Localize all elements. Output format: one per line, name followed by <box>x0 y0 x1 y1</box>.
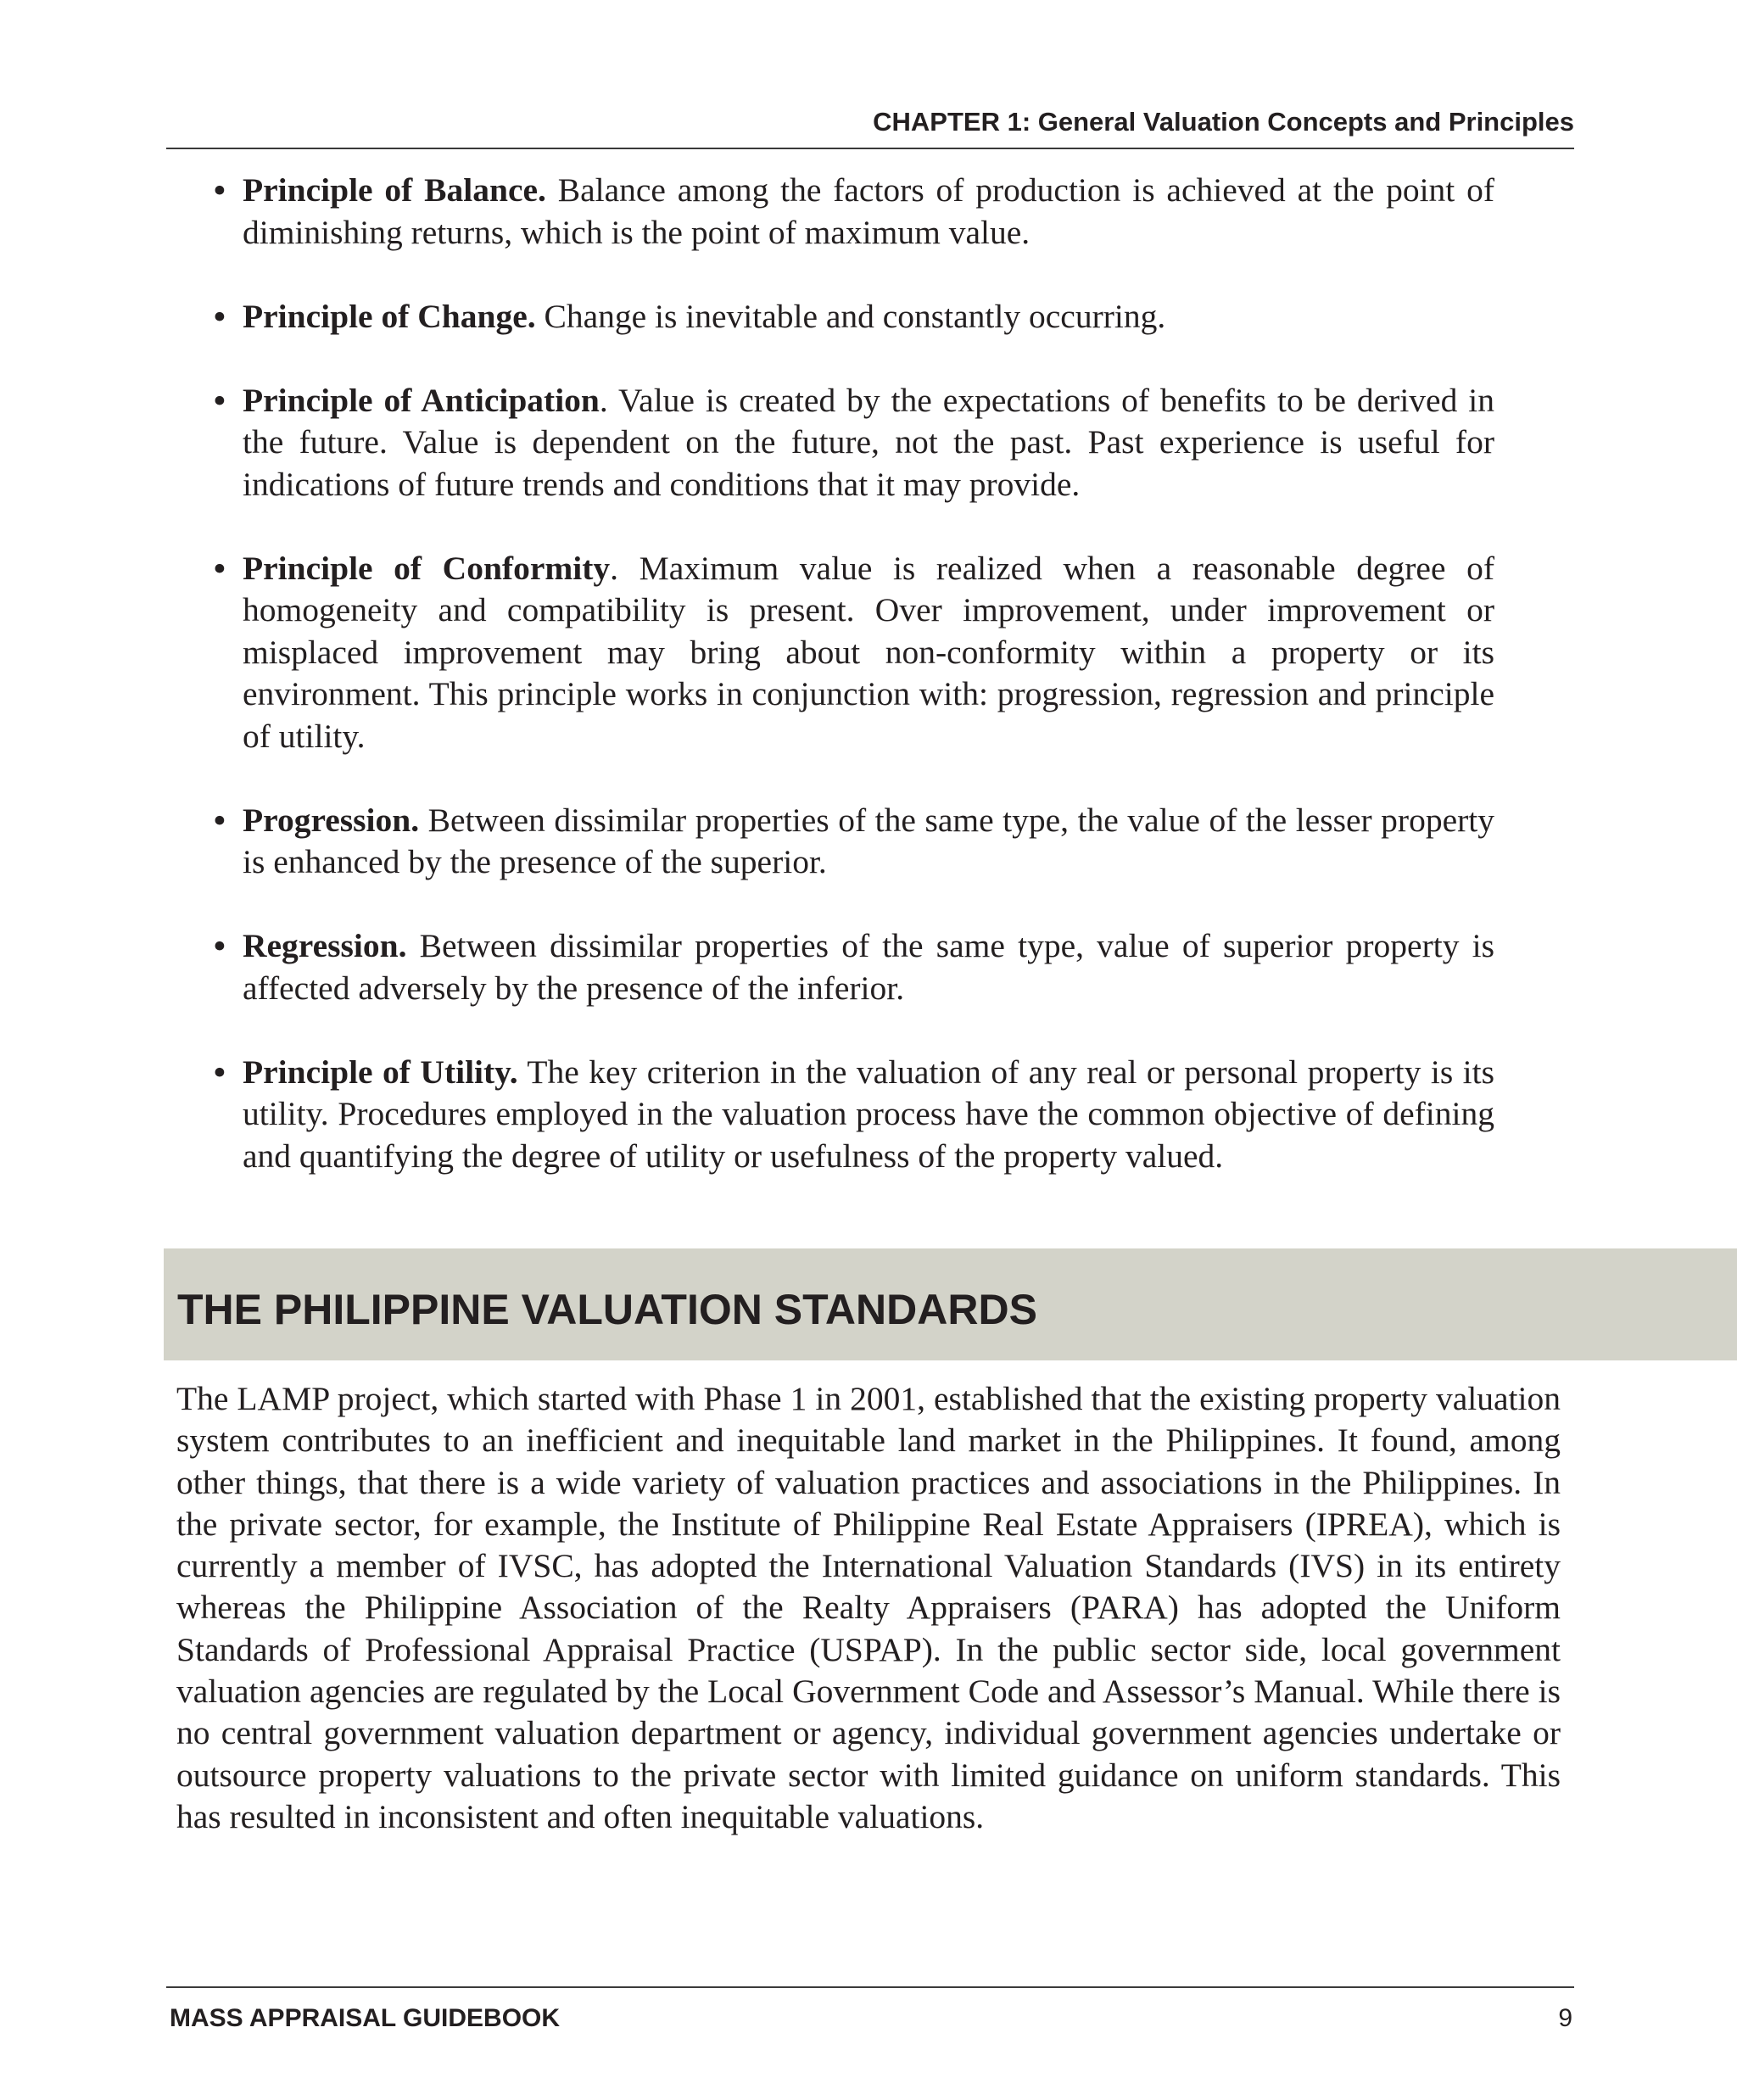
principle-anticipation <box>212 380 1494 506</box>
section-title: THE PHILIPPINE VALUATION STANDARDS <box>177 1286 1037 1333</box>
bullet-icon: • <box>214 801 226 839</box>
bullet-icon: • <box>214 171 226 209</box>
section-paragraph: The LAMP project, which started with Phase 1 in 2001, established that the existing property valuation system contributes to an inefficient and inequitable land market in the Philippines. It found, among other things, that there is a wide variety of valuation practices and associations in the Philippines. In the private sector, for example, the Institute of Philippine Real Estate Appraisers (IPREA), which is currently a member of IVSC, has adopted the International Valuation Standards (IVS) in its entirety whereas the Philippine Association of the Realty Appraisers (PARA) has adopted the Uniform Standards of Professional Appraisal Practice (USPAP). In the public sector side, local government valuation agencies are regulated by the Local Government Code and Assessor’s Manual. While there is no central government valuation department or agency, individual government agencies undertake or outsource property valuations to the private sector with limited guidance on uniform standards. This has resulted in inconsistent and often inequitable valuations. <box>176 1380 1561 1835</box>
principle-change <box>212 296 1494 338</box>
section-heading-band <box>164 1248 1737 1360</box>
principle-progression <box>212 800 1494 884</box>
principle-term: Principle of Utility. <box>243 1053 518 1091</box>
bullet-icon: • <box>214 549 226 587</box>
principle-term: Principle of Anticipation <box>243 381 600 419</box>
bullet-icon: • <box>214 381 226 419</box>
principles-list <box>212 170 1494 1220</box>
page-footer <box>166 1986 1574 2046</box>
principle-description: Between dissimilar properties of the same type, the value of the lesser property is enhanced by the presence of the superior. <box>243 801 1494 880</box>
running-header <box>166 103 1574 149</box>
principle-balance <box>212 170 1494 254</box>
principle-description: . Maximum value is realized when a reasonable degree of homogeneity and compatibility is present. Over improvement, under improvement or misplaced improvement may bring about non-conformity within a property or its environment. This principle works in conjunction with: progression, regression and principle of utility. <box>243 549 1494 755</box>
principle-description: The key criterion in the valuation of any real or personal property is its utility. Procedures employed in the valuation process have the common objective of defining and quantifying the degree of utility or usefulness of the property valued. <box>243 1053 1494 1175</box>
principle-description: Balance among the factors of production is achieved at the point of diminishing returns, which is the point of maximum value. <box>243 171 1495 251</box>
principle-term: Principle of Change. <box>243 297 536 335</box>
page-number: 9 <box>1558 2004 1572 2032</box>
bullet-icon: • <box>214 927 226 964</box>
principle-description: Change is inevitable and constantly occurring. <box>535 297 1166 335</box>
principle-term: Regression. <box>243 927 407 964</box>
principle-regression <box>212 925 1494 1009</box>
bullet-icon: • <box>214 1053 226 1091</box>
principle-term: Principle of Balance. <box>243 171 546 209</box>
principle-utility <box>212 1052 1494 1178</box>
bullet-icon: • <box>214 297 226 335</box>
principle-description: Between dissimilar properties of the same type, value of superior property is affected adversely by the presence of the inferior. <box>243 927 1494 1007</box>
principle-term: Principle of Conformity <box>243 549 611 587</box>
principle-conformity <box>212 548 1494 758</box>
principle-term: Progression. <box>243 801 420 839</box>
book-title: MASS APPRAISAL GUIDEBOOK <box>170 2004 561 2032</box>
chapter-title: CHAPTER 1: General Valuation Concepts and Principles <box>873 107 1574 137</box>
principle-description: . Value is created by the expectations of benefits to be derived in the future. Value is dependent on the future, not the past. Past experience is useful for indications of future trends and conditions that it may provide. <box>243 381 1495 503</box>
